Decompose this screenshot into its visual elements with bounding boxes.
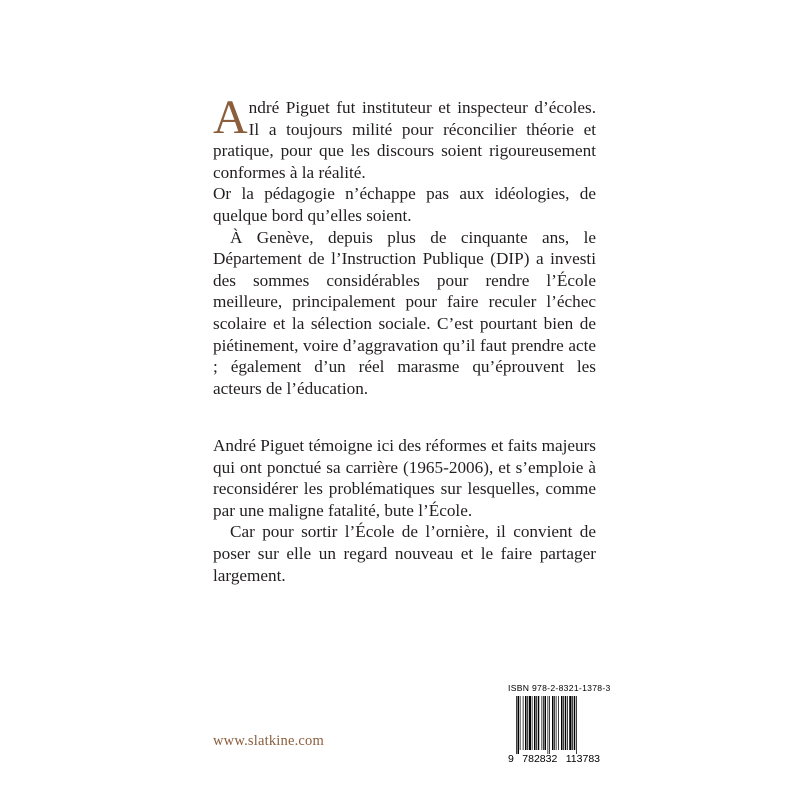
barcode-bar [548, 696, 549, 754]
blurb-paragraph: À Genève, depuis plus de cinquante ans, le Département de l’Instruction Publique (DIP) a investi des sommes considérables pour rendre l’École meilleure, principalement pour faire reculer l’échec scolaire et la sélection sociale. C’est pourtant bien de piétinement, voire d’aggravation qu’il faut prendre acte ; également d’un réel marasme qu’éprouvent les acteurs de l’éducation. [213, 227, 596, 398]
blurb-paragraph: Car pour sortir l’École de l’ornière, il convient de poser sur elle un regard nouveau et le faire partager largement. [213, 522, 596, 585]
barcode-bar [576, 696, 577, 754]
barcode-bar [532, 696, 533, 750]
barcode [510, 696, 598, 754]
blurb-top [213, 91, 596, 399]
barcode-bar [574, 696, 576, 750]
publisher-website: www.slatkine.com [213, 733, 324, 749]
barcode-bar [536, 696, 537, 750]
blurb-paragraph-text: ndré Piguet fut instituteur et inspecteur d’écoles. Il a toujours milité pour réconcilier théorie et pratique, pour que les discours soient rigoureusement conformes à la réalité. [213, 98, 596, 182]
barcode-right-digits: 113783 [565, 753, 600, 765]
barcode-bar [567, 696, 568, 750]
barcode-bar [552, 696, 554, 750]
barcode-bar [525, 696, 527, 750]
barcode-bar [558, 696, 559, 750]
barcode-bar [545, 696, 547, 750]
blurb-paragraph [213, 91, 596, 183]
blurb-paragraph: Or la pédagogie n’échappe pas aux idéologies, de quelque bord qu’elles soient. [213, 184, 596, 225]
barcode-bar [572, 696, 573, 750]
barcode-bar [569, 696, 571, 750]
barcode-bar [527, 696, 528, 750]
dropcap: A [213, 91, 248, 144]
isbn-label: ISBN 978-2-8321-1378-3 [508, 683, 611, 693]
barcode-bar [538, 696, 540, 750]
barcode-left-digits: 782832 [522, 753, 558, 765]
barcode-bar [520, 696, 521, 750]
isbn-barcode-block [508, 683, 611, 765]
blurb-paragraph: André Piguet témoigne ici des réformes et faits majeurs qui ont ponctué sa carrière (1965-2006), et s’emploie à reconsidérer les problématiques sur lesquelles, comme par une maligne fatalité, bute l’École. [213, 436, 596, 520]
barcode-bar [534, 696, 536, 750]
barcode-bar [518, 696, 520, 754]
barcode-digits [508, 753, 600, 765]
barcode-bar [529, 696, 531, 750]
blurb-bottom [213, 435, 596, 586]
barcode-bar [543, 696, 544, 750]
barcode-bar [554, 696, 555, 750]
barcode-bar [523, 696, 524, 750]
barcode-bar [563, 696, 564, 750]
barcode-bar [556, 696, 557, 750]
barcode-lead-digit: 9 [508, 753, 514, 765]
barcode-bar [516, 696, 517, 754]
barcode-bar [549, 696, 550, 754]
barcode-bar [542, 696, 543, 750]
barcode-bar [565, 696, 567, 750]
barcode-bar [561, 696, 563, 750]
